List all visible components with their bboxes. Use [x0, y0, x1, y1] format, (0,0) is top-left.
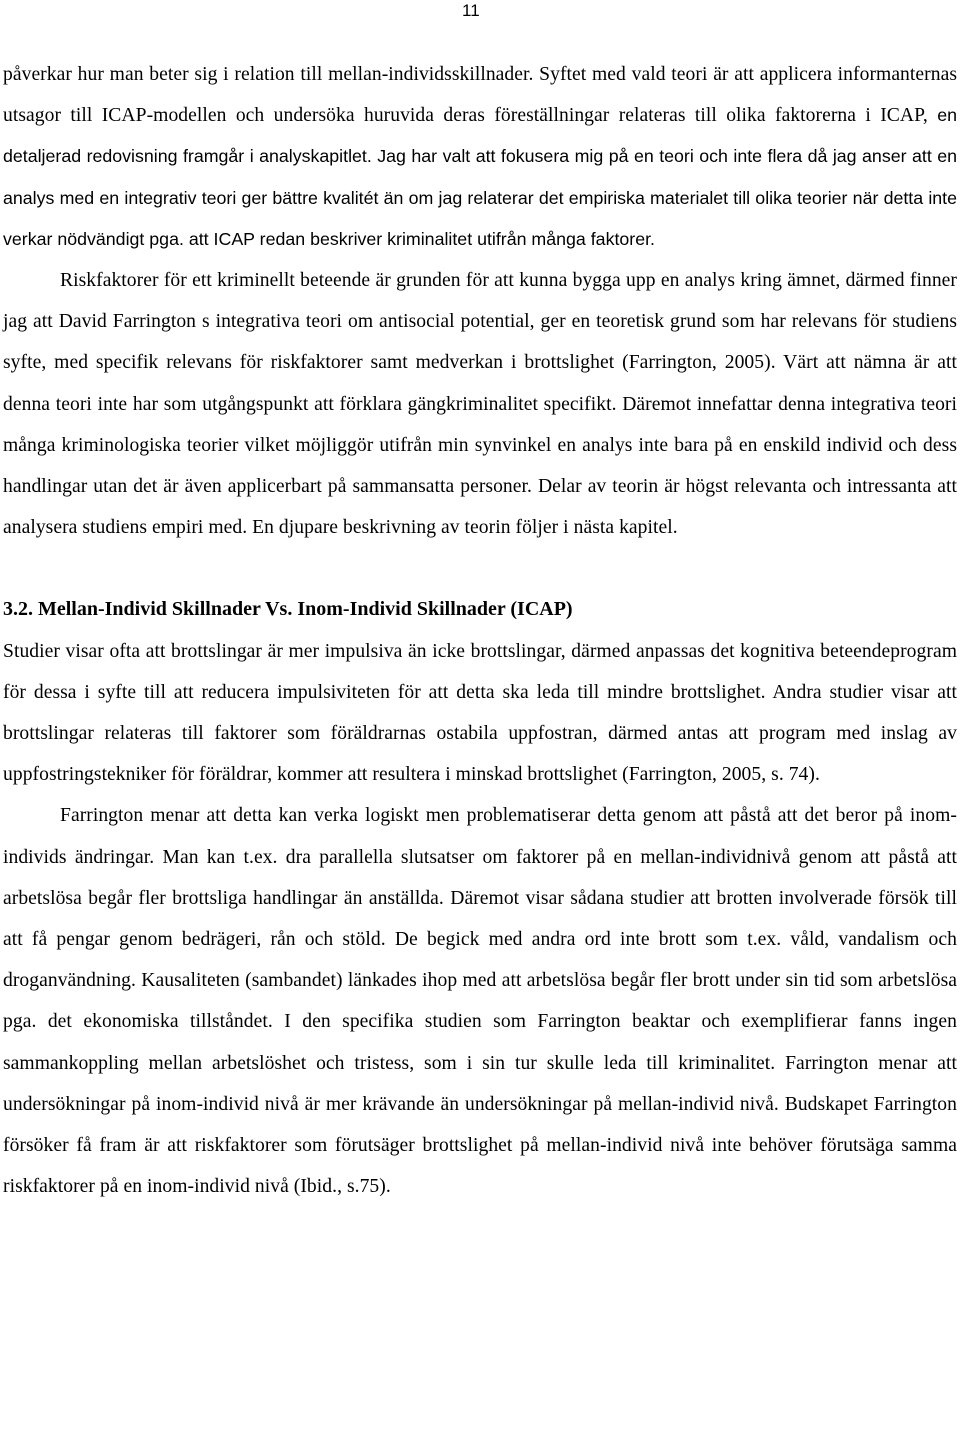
paragraph-studies: Studier visar ofta att brottslingar är mer impulsiva än icke brottslingar, därmed anpassas det kognitiva beteendeprogram för dessa i syfte till att reducera impulsiviteten för att detta ska leda till mindre brottslighet. Andra studier visar att brottslingar relateras till faktorer som föräldrarnas ostabila uppfostran, därmed antas att program med inslag av uppfostringstekniker för föräldrar, kommer att resultera i minskad brottslighet (Farrington, 2005, s. 74). [3, 640, 957, 786]
paragraph-theory-choice-sans: en detaljerad redovisning framgår i analyskapitlet. Jag har valt att fokusera mig på en teori och inte flera då jag anser att en analys med en integrativ teori ger bättre kvalitét än om jag relaterar det empiriska materialet till olika teorier när detta inte verkar nödvändigt pga. att ICAP redan beskriver kriminalitet utifrån många faktorer. [3, 105, 957, 249]
paragraph-risk-factors: Riskfaktorer för ett kriminellt beteende är grunden för att kunna bygga upp en analys kring ämnet, därmed finner jag att David Farrington s integrativa teori om antisocial potential, ger en teoretisk grund som har relevans för studiens syfte, med specifik relevans för riskfaktorer samt medverkan i brottslighet (Farrington, 2005). Värt att nämna är att denna teori inte har som utgångspunkt att förklara gängkriminalitet specifikt. Däremot innefattar denna integrativa teori många kriminologiska teorier vilket möjliggör utifrån min synvinkel en analys inte bara på en enskild individ och dess handlingar utan det är även applicerbart på sammansatta personer. Delar av teorin är högst relevanta och intressanta att analysera studiens empiri med. En djupare beskrivning av teorin följer i nästa kapitel. [3, 270, 957, 539]
page-number: 11 [462, 1, 480, 20]
paragraph-farrington: Farrington menar att detta kan verka logiskt men problematiserar detta genom att påstå att det beror på inom-individs ändringar. Man kan t.ex. dra parallella slutsatser om faktorer på en mellan-individnivå genom att påstå att arbetslösa begår fler brottsliga handlingar än anställda. Däremot visar sådana studier att brotten involverade försök till att få pengar genom bedrägeri, rån och stöld. De begick med andra ord inte brott som t.ex. våld, vandalism och droganvändning. Kausaliteten (sambandet) länkades ihop med att arbetslösa begår fler brott under sin tid som arbetslösa pga. det ekonomiska tillståndet. I den specifika studien som Farrington beaktar och exemplifierar fanns ingen sammankoppling mellan arbetslöshet och tristess, som i sin tur skulle leda till kriminalitet. Farrington menar att undersökningar på inom-individ nivå är mer krävande än undersökningar på mellan-individ nivå. Budskapet Farrington försöker få fram är att riskfaktorer som förutsäger brottslighet på mellan-individ nivå inte behöver förutsäga samma riskfaktorer på en inom-individ nivå (Ibid., s.75). [3, 805, 957, 1198]
paragraph-theory-choice [3, 54, 957, 260]
section-spacer [3, 548, 957, 589]
document-body [3, 54, 957, 1207]
section-heading: 3.2. Mellan-Individ Skillnader Vs. Inom-Individ Skillnader (ICAP) [3, 598, 573, 621]
paragraph-theory-choice-serif: påverkar hur man beter sig i relation till mellan-individsskillnader. Syftet med vald teori är att applicera informanternas utsagor till ICAP-modellen och undersöka huruvida deras föreställningar relateras till olika faktorerna i ICAP, [3, 64, 957, 127]
